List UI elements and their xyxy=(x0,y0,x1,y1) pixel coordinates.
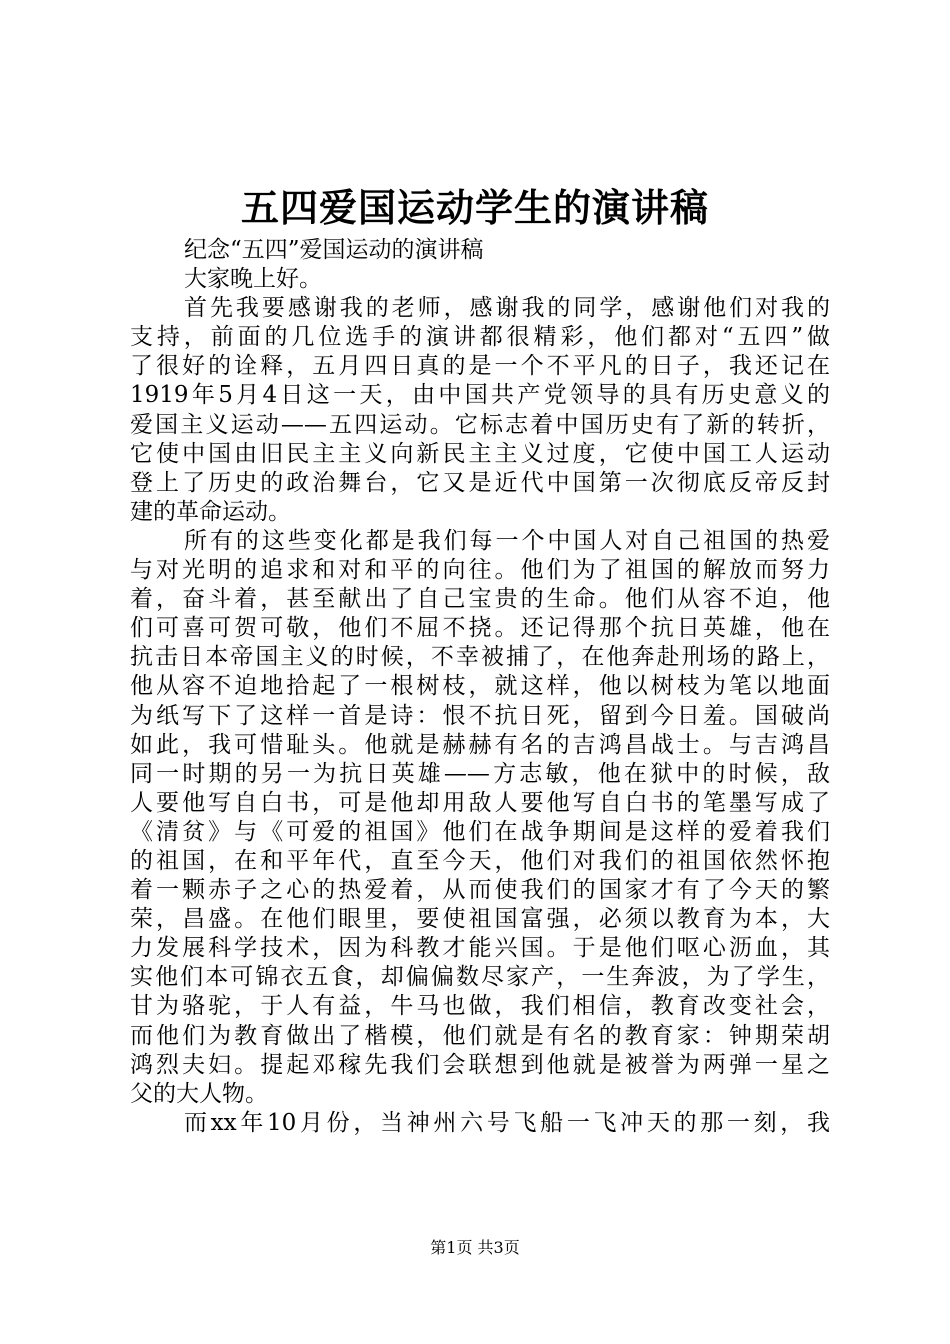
text-line: 支持，前面的几位选手的演讲都很精彩，他们都对“五四”做 xyxy=(130,324,830,351)
text-line: 着一颗赤子之心的热爱着，从而使我们的国家才有了今天的繁 xyxy=(130,877,830,904)
text-line: 而xx年10月份，当神州六号飞船一飞冲天的那一刻，我 xyxy=(184,1109,830,1136)
text-line: 首先我要感谢我的老师，感谢我的同学，感谢他们对我的 xyxy=(184,295,830,322)
text-line: 建的革命运动。 xyxy=(130,498,291,525)
text-line: 爱国主义运动——五四运动。它标志着中国历史有了新的转折， xyxy=(130,411,830,438)
text-line: 甘为骆驼，于人有益，牛马也做，我们相信，教育改变社会， xyxy=(130,993,830,1020)
page-title: 五四爱国运动学生的演讲稿 xyxy=(240,185,709,230)
text-line: 了很好的诠释，五月四日真的是一个不平凡的日子，我还记在 xyxy=(130,353,830,380)
text-line: 力发展科学技术，因为科教才能兴国。于是他们呕心沥血，其 xyxy=(130,935,830,962)
text-line: 鸿烈夫妇。提起邓稼先我们会联想到他就是被誉为两弹一星之 xyxy=(130,1051,830,1078)
text-line: 纪念“五四”爱国运动的演讲稿 xyxy=(184,237,484,263)
text-line: 所有的这些变化都是我们每一个中国人对自己祖国的热爱 xyxy=(184,527,830,554)
page-footer: 第1页 共3页 xyxy=(430,1238,520,1257)
text-line: 与对光明的追求和对和平的向往。他们为了祖国的解放而努力 xyxy=(130,557,830,584)
speech-body xyxy=(130,236,830,1138)
text-line: 父的大人物。 xyxy=(130,1080,268,1107)
text-line: 如此，我可惜耻头。他就是赫赫有名的吉鸿昌战士。与吉鸿昌 xyxy=(130,731,830,758)
text-line: 荣，昌盛。在他们眼里，要使祖国富强，必须以教育为本，大 xyxy=(130,906,830,933)
text-line: 他从容不迫地拾起了一根树枝，就这样，他以树枝为笔以地面 xyxy=(130,673,830,700)
text-line: 而他们为教育做出了楷模，他们就是有名的教育家：钟期荣胡 xyxy=(130,1022,830,1049)
text-line: 1919年5月4日这一天，由中国共产党领导的具有历史意义的 xyxy=(130,382,830,409)
text-line: 它使中国由旧民主主义向新民主主义过度，它使中国工人运动 xyxy=(130,440,830,467)
text-line: 们可喜可贺可敬，他们不屈不挠。还记得那个抗日英雄，他在 xyxy=(130,615,830,642)
text-line: 《清贫》与《可爱的祖国》他们在战争期间是这样的爱着我们 xyxy=(130,818,830,845)
text-line: 登上了历史的政治舞台，它又是近代中国第一次彻底反帝反封 xyxy=(130,469,830,496)
text-line: 同一时期的另一为抗日英雄——方志敏，他在狱中的时候，敌 xyxy=(130,760,830,787)
text-line: 实他们本可锦衣五食，却偏偏数尽家产，一生奔波，为了学生， xyxy=(130,964,830,991)
text-line: 为纸写下了这样一首是诗：恨不抗日死，留到今日羞。国破尚 xyxy=(130,702,830,729)
text-line: 人要他写自白书，可是他却用敌人要他写自白书的笔墨写成了 xyxy=(130,789,830,816)
text-line: 大家晚上好。 xyxy=(184,266,322,293)
text-line: 的祖国，在和平年代，直至今天，他们对我们的祖国依然怀抱 xyxy=(130,847,830,874)
text-line: 抗击日本帝国主义的时候，不幸被捕了，在他奔赴刑场的路上， xyxy=(130,644,830,671)
text-line: 着，奋斗着，甚至献出了自己宝贵的生命。他们从容不迫，他 xyxy=(130,586,830,613)
